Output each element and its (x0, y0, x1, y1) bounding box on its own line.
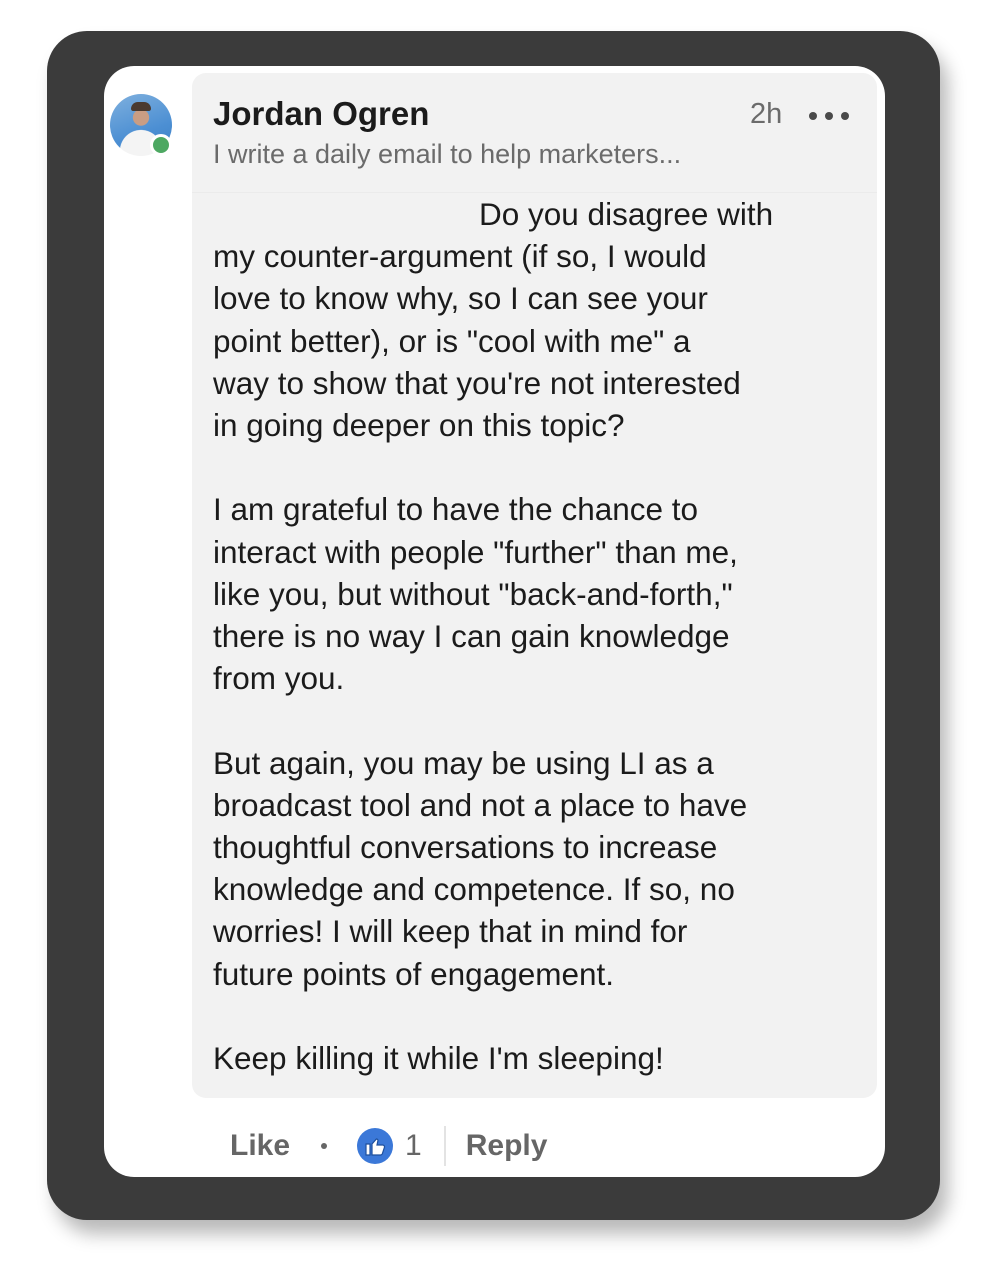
divider (444, 1126, 446, 1166)
reply-button[interactable]: Reply (465, 1129, 548, 1162)
more-horizontal-icon (809, 112, 817, 120)
comment-paragraph: I am grateful to have the chance to interact with people "further" than me, like you, but without "back-and-forth," there is no way I can gain knowledge from you. (213, 491, 738, 697)
comment-card (104, 66, 885, 1177)
online-status-icon (150, 134, 172, 156)
thumbs-up-icon[interactable] (357, 1128, 393, 1164)
author-headline: I write a daily email to help marketers... (213, 139, 682, 169)
comment-paragraph: Do you disagree with my counter-argument (if so, I would love to know why, so I can see your point better), or is "cool with me" a way to show that you're not interested in going deeper on this topic? (213, 196, 774, 444)
comment-paragraph: But again, you may be using LI as a broadcast tool and not a place to have thoughtful conversations to increase knowledge and competence. If so, no worries! I will keep that in mind for future points of engagement. (213, 744, 748, 992)
separator-dot (321, 1143, 327, 1149)
like-button[interactable]: Like (230, 1129, 291, 1162)
comment-bubble (192, 73, 877, 1098)
comment-actions (230, 1126, 547, 1166)
comment-paragraph: Keep killing it while I'm sleeping! (213, 1040, 664, 1077)
author-name[interactable]: Jordan Ogren (213, 95, 430, 132)
timestamp: 2h (750, 98, 783, 130)
comment-header (192, 73, 877, 193)
reaction-count[interactable]: 1 (405, 1129, 422, 1162)
more-options-button[interactable] (809, 107, 849, 125)
comment-text (213, 193, 853, 1079)
